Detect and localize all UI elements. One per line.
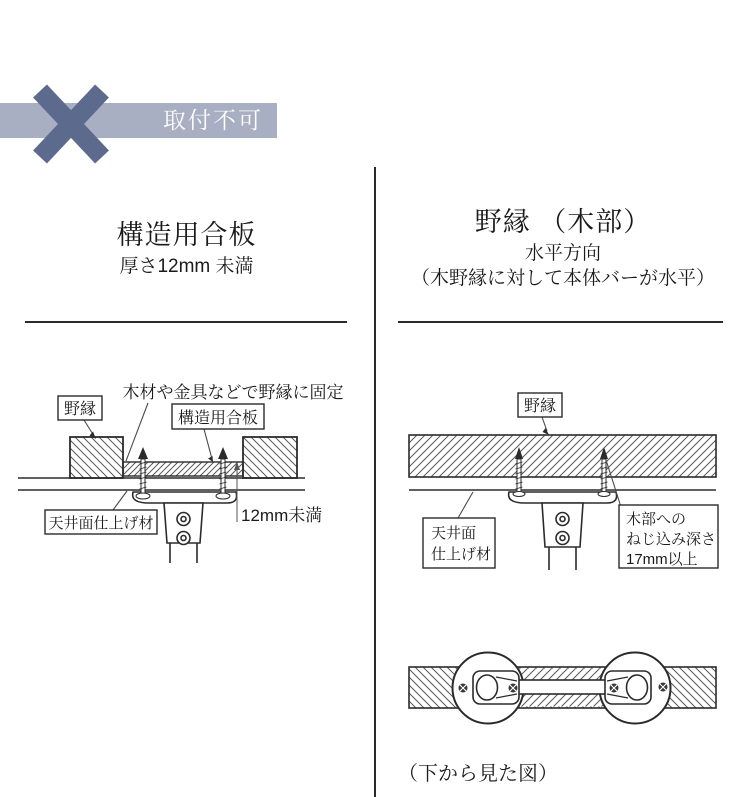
socket-opening-left <box>477 675 498 700</box>
ceiling-label: 天井面仕上げ材 <box>48 515 154 532</box>
furring-label: 野縁 <box>63 401 97 418</box>
phillips-screw-icon <box>659 683 668 692</box>
right-subtitle-2: （木野縁に対して本体バーが水平） <box>410 268 715 289</box>
screw-depth-line3: 17mm以上 <box>626 551 698 568</box>
screw-depth-line2: ねじ込み深さ <box>626 531 717 548</box>
phillips-screw-icon <box>459 684 468 693</box>
right-subtitle-1: 水平方向 <box>524 243 601 264</box>
plywood-label: 構造用合板 <box>177 410 259 427</box>
right-title: 野縁 （木部） <box>474 207 652 237</box>
furring-block-right <box>243 437 297 478</box>
ceiling-label-line1: 天井面 <box>431 525 477 542</box>
socket-opening-right <box>627 675 648 700</box>
banner-label: 取付不可 <box>163 107 263 133</box>
ceiling-label-line2: 仕上げ材 <box>431 546 492 563</box>
left-column <box>0 0 373 797</box>
left-title: 構造用合板 <box>116 220 257 250</box>
phillips-screw-icon <box>509 684 518 693</box>
left-cross-section-diagram <box>0 370 373 600</box>
bracket-screw-hole-center <box>181 536 186 541</box>
bottom-view-diagram <box>409 653 716 724</box>
fixing-note-label: 木材や金具などで野縁に固定 <box>122 383 344 402</box>
bracket-screw-hole-center <box>181 517 186 522</box>
bracket-screw-hole-center <box>560 536 565 541</box>
right-diagrams <box>376 380 750 797</box>
right-rule <box>398 321 723 323</box>
furring-band <box>409 435 716 477</box>
bracket-screw-hole-center <box>560 517 565 522</box>
leader-line <box>113 491 127 510</box>
leader-line <box>204 429 212 459</box>
left-rule <box>25 321 347 323</box>
leader-line <box>542 417 547 431</box>
thickness-label: 12mm未満 <box>241 506 323 525</box>
leader-line <box>458 492 473 518</box>
right-column <box>376 0 750 797</box>
left-subtitle: 厚さ12mm 未満 <box>119 256 254 277</box>
furring-label: 野縁 <box>523 398 557 415</box>
bottom-view-caption: （下から見た図） <box>398 763 558 785</box>
phillips-screw-icon <box>610 684 619 693</box>
leader-arrow-icon <box>543 428 550 435</box>
connecting-bar <box>518 680 608 694</box>
furring-block-left <box>70 437 123 478</box>
screw-depth-line1: 木部への <box>626 511 687 528</box>
leader-arrow-icon <box>208 456 213 462</box>
